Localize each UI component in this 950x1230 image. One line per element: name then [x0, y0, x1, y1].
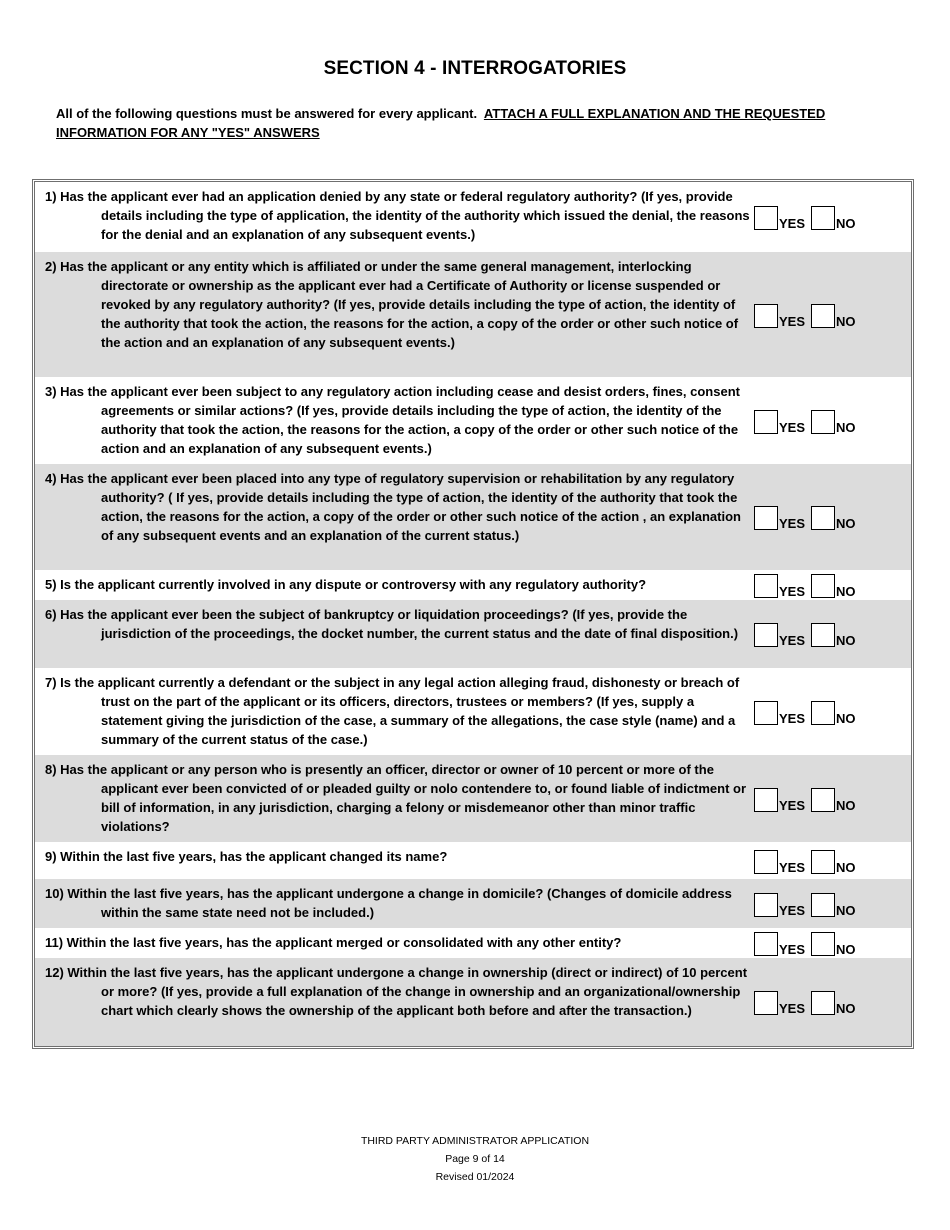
question-text: 3) Has the applicant ever been subject to any regulatory action including cease and desist orders, fines, consent agreements or similar actions? (If yes, provide details including the type of action, the identity of the authority that took the action, the reasons for the action, a copy of the order or other such notice of the action and an explanation of any subsequent events.) — [45, 384, 740, 456]
yes-checkbox[interactable] — [754, 932, 778, 956]
no-checkbox[interactable] — [811, 574, 835, 598]
question-text: 6) Has the applicant ever been the subject of bankruptcy or liquidation proceedings? (If yes, provide the jurisdiction of the proceedings, the docket number, the current status and the date of final disposition.) — [45, 607, 739, 641]
question-row-2 — [35, 252, 911, 377]
yes-checkbox[interactable] — [754, 623, 778, 647]
answer-group — [754, 572, 856, 598]
no-label: NO — [836, 1001, 856, 1016]
yes-label: YES — [779, 1001, 806, 1016]
no-checkbox[interactable] — [811, 206, 835, 230]
question-text: 7) Is the applicant currently a defendant or the subject in any legal action alleging fraud, dishonesty or breach of trust on the part of the applicant or its officers, directors, trustees or members? (If yes, supply a statement giving the jurisdiction of the case, a summary of the allegations, the case style (name) and a summary of the current status of the case.) — [45, 675, 740, 747]
answer-group — [754, 891, 856, 917]
yes-checkbox[interactable] — [754, 410, 778, 434]
answer-group — [754, 989, 856, 1015]
question-text: 8) Has the applicant or any person who is presently an officer, director or owner of 10 percent or more of the applicant ever been convicted of or pleaded guilty or nolo contendere to, or found liable of indictment or bill of information, in any jurisdiction, charging a felony or misdemeanor other than minor traffic violations? — [45, 762, 747, 834]
yes-label: YES — [779, 797, 806, 813]
question-row-5 — [35, 570, 911, 600]
footer-revision: Revised 01/2024 — [435, 1171, 515, 1183]
footer-page-number: Page 9 of 14 — [445, 1153, 505, 1165]
question-text: 12) Within the last five years, has the applicant undergone a change in ownership (direct or indirect) of 10 percent or more? (If yes, provide a full explanation of the change in ownership and an organizational/ownership chart which clearly shows the ownership of the applicant both before and after the transaction.) — [45, 965, 748, 1018]
yes-checkbox[interactable] — [754, 991, 778, 1015]
instructions-text: All of the following questions must be answered for every applicant. — [56, 106, 478, 121]
no-checkbox[interactable] — [811, 623, 835, 647]
answer-group — [754, 930, 856, 956]
no-checkbox[interactable] — [811, 850, 835, 874]
yes-checkbox[interactable] — [754, 701, 778, 725]
question-text: 11) Within the last five years, has the applicant merged or consolidated with any other entity? — [45, 935, 622, 950]
question-text: 9) Within the last five years, has the applicant changed its name? — [45, 849, 448, 864]
footer-form-name: THIRD PARTY ADMINISTRATOR APPLICATION — [360, 1135, 590, 1147]
instructions — [56, 104, 856, 142]
question-row-3 — [35, 377, 911, 464]
question-row-11 — [35, 928, 911, 958]
answer-group — [754, 621, 856, 647]
answer-group — [754, 699, 856, 725]
no-label: NO — [836, 710, 856, 726]
yes-checkbox[interactable] — [754, 893, 778, 917]
yes-label: YES — [779, 633, 806, 648]
question-row-12 — [35, 958, 911, 1046]
question-text: 10) Within the last five years, has the applicant undergone a change in domicile? (Changes of domicile address within the same state need not be included.) — [45, 886, 732, 920]
yes-label: YES — [779, 313, 806, 329]
question-row-4 — [35, 464, 911, 570]
interrogatories-table — [32, 179, 914, 1049]
no-label: NO — [836, 584, 856, 599]
no-checkbox[interactable] — [811, 893, 835, 917]
question-row-10 — [35, 879, 911, 928]
question-text: 4) Has the applicant ever been placed into any type of regulatory supervision or rehabilitation by any regulatory authority? ( If yes, provide details including the type of action, the identity of the authority that took the action, the reasons for the action, a copy of the order or other such notice of the action , an explanation of any subsequent events and an explanation of the current status.) — [45, 471, 741, 543]
no-label: NO — [836, 797, 856, 813]
no-label: NO — [836, 942, 856, 957]
question-text: 2) Has the applicant or any entity which is affiliated or under the same general management, interlocking directorate or ownership as the applicant ever had a Certificate of Authority or license suspended or revoked by any regulatory authority? (If yes, provide details including the type of action, the identity of the authority that took the action, the reasons for the action, a copy of the order or other such notice of the action and an explanation of any subsequent events.) — [45, 259, 739, 350]
no-label: NO — [836, 313, 856, 329]
yes-checkbox[interactable] — [754, 574, 778, 598]
question-row-6 — [35, 600, 911, 668]
answer-group — [754, 848, 856, 874]
question-row-9 — [35, 842, 911, 879]
answer-group — [754, 408, 856, 434]
page-footer — [0, 1132, 950, 1186]
yes-checkbox[interactable] — [754, 788, 778, 812]
no-checkbox[interactable] — [811, 410, 835, 434]
question-row-1 — [35, 182, 911, 252]
yes-label: YES — [779, 516, 806, 531]
answer-group — [754, 786, 856, 812]
no-label: NO — [836, 859, 856, 875]
no-checkbox[interactable] — [811, 701, 835, 725]
yes-checkbox[interactable] — [754, 850, 778, 874]
yes-label: YES — [779, 942, 806, 957]
question-text: 1) Has the applicant ever had an application denied by any state or federal regulatory authority? (If yes, provide details including the type of application, the identity of the authority which issued the denial, the reasons for the denial and an explanation of any subsequent events.) — [45, 189, 750, 242]
no-label: NO — [836, 516, 856, 531]
instructions-underlined: ATTACH A FULL EXPLANATION AND THE REQUESTED INFORMATION FOR ANY "YES" ANSWERS — [56, 106, 826, 140]
no-checkbox[interactable] — [811, 991, 835, 1015]
no-label: NO — [836, 633, 856, 648]
yes-label: YES — [779, 419, 806, 435]
yes-checkbox[interactable] — [754, 506, 778, 530]
yes-checkbox[interactable] — [754, 304, 778, 328]
no-label: NO — [836, 902, 856, 918]
no-checkbox[interactable] — [811, 506, 835, 530]
question-row-7 — [35, 668, 911, 755]
no-checkbox[interactable] — [811, 932, 835, 956]
answer-group — [754, 204, 856, 230]
yes-checkbox[interactable] — [754, 206, 778, 230]
yes-label: YES — [779, 710, 806, 726]
section-title: SECTION 4 - INTERROGATORIES — [323, 58, 627, 79]
answer-group — [754, 302, 856, 328]
no-label: NO — [836, 216, 856, 231]
yes-label: YES — [779, 216, 806, 231]
no-checkbox[interactable] — [811, 788, 835, 812]
yes-label: YES — [779, 584, 806, 599]
question-text: 5) Is the applicant currently involved in any dispute or controversy with any regulatory authority? — [45, 577, 647, 592]
answer-group — [754, 504, 856, 530]
question-row-8 — [35, 755, 911, 842]
no-checkbox[interactable] — [811, 304, 835, 328]
yes-label: YES — [779, 859, 806, 875]
yes-label: YES — [779, 902, 806, 918]
no-label: NO — [836, 419, 856, 435]
